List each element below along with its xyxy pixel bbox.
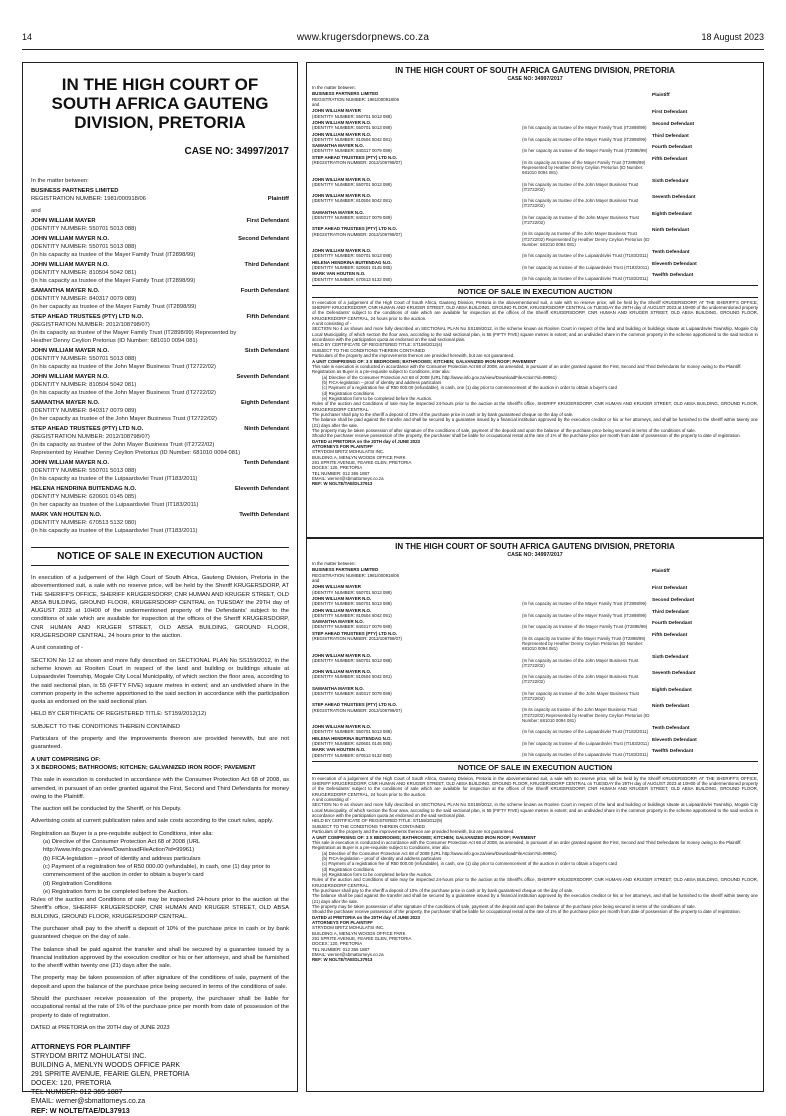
defendant-row: JOHN WILLIAM MAYER (IDENTITY NUMBER: 550701 5013 088) First Defendant xyxy=(31,218,289,232)
defendant-row: STEP AHEAD TRUSTEES (PTY) LTD N.O. (REGISTRATION NUMBER: 2012/108798/07) (In its capacity as trustee of the John Mayer Business Trust (IT2722/02) Represented by Heather Denny Ceylion Pretorius (ID Number: 681010 0094 081) Ninth Defendant xyxy=(31,426,289,456)
case-number: CASE NO: 34997/2017 xyxy=(507,76,563,82)
right-bottom-notice: IN THE HIGH COURT OF SOUTH AFRICA GAUTENG DIVISION, PRETORIA CASE NO: 34997/2017 In the matter between: BUSINESS PARTNERS LIMITED REGISTRATION NUMBER: 1981/000918/06 Plaintiff and JOHN WILLIAM MAYER (IDENTITY NUMBER: 550701 5013 088) First Defendant JOHN WILLIAM MAYER N.O. (IDENTITY NUMBER: 550701 5013 088) (In his capacity as trustee of the Mayer Family Trust (IT2898/99) Second Defendant JOHN WILLIAM MAYER N.O. (IDENTITY NUMBER: 810504 5042 081) (In his capacity as trustee of the Mayer Family Trust (IT2898/99) Third Defendant SAMANTHA MAYER N.O. (IDENTITY NUMBER: 840317 0079 089) (In her capacity as trustee of the Mayer Family Trust (IT2898/99) Fourth Defendant STEP AHEAD TRUSTEES (PTY) LTD N.O. (REGISTRATION NUMBER: 2012/108798/07) (In its capacity as trustee of the Mayer Family Trust (IT2898/99) Represented by Heather Denny Ceylion Pretorius (ID Number: 681010 0094 081) Fifth Defendant JOHN WILLIAM MAYER N.O. (IDENTITY NUMBER: 550701 5013 088) (In his capacity as trustee of the John Mayer Business Trust (IT2722/02) Sixth Defendant JOHN WILLIAM MAYER N.O. (IDENTITY NUMBER: 810504 5042 081) (In his capacity as trustee of the John Mayer Business Trust (IT2722/02) Seventh Defendant SAMANTHA MAYER N.O. (IDENTITY NUMBER: 840317 0079 089) (In her capacity as trustee of the John Mayer Business Trust (IT2722/02) Eighth Defendant STEP AHEAD TRUSTEES (PTY) LTD N.O. (REGISTRATION NUMBER: 2012/108798/07) (In its capacity as trustee of the John Mayer Business Trust (IT2722/02) Represented by Heather Denny Ceylion Pretorius (ID Number: 681010 0094 081) Ninth Defendant JOHN WILLIAM MAYER N.O. (IDENTITY NUMBER: 550701 5013 088) (In his capacity as trustee of the Luipaardsvlei Trust (IT183/2011) Tenth Defendant HELENA HENDRINA BUITENDAG N.O. (IDENTITY NUMBER: 620601 0145 085) (In her capacity as trustee of the Luipaardsvlei Trust (IT183/2011) Eleventh Defendant MARK VAN HOUTEN N.O. (IDENTITY NUMBER: 670513 5132 080) (In his capacity as trustee of the Luipaardsvlei Trust (IT183/2011) Twelfth Defendant NOTICE OF SALE IN EXECUTION AUCTION In execution of a judgement of the High Court of South Africa, Gauteng Division, Pretoria in the abovementioned suit, a sale with no reserve price, will be held by the Sheriff KRUGERSDORP, AT THE SHERIFF'S OFFICE, SHERIFF KRUGERSDORP, CNR HUMAN AND KRUGER STREET, OLD ABSA BUILDING, GROUND FLOOR, KRUGERSDORP CENTRAL on TUESDAY the 29TH day of AUGUST 2023 at 10H00 of the undermentioned property of the Defendants' subject to the conditions of sale which are available for inspection at the offices of the Sheriff KRUGERSDORP, CNR HUMAN AND KRUGER STREET, OLD ABSA BUILDING, GROUND FLOOR, KRUGERSDORP CENTRAL, 24 hours prior to the auction. A unit consisting of - SECTION No 9 as shown and more fully described on SECTIONAL PLAN No SS159/2012, in the scheme known as Rooiten Court in respect of the land and building or buildings situate at Luipaardsvlei Township, Mogale City Local Municipality, of which section the floor area, according to the said sectional plan, is 55 (FIFTY FIVE) square metres in extent; and an undivided share in the common property in the scheme apportioned to the said section in accordance with the participation quota as endorsed on the said sectional plan. HELD BY CERTIFICATE OF REGISTERED TITLE: ST159/2012(9) SUBJECT TO THE CONDITIONS THEREIN CONTAINED Particulars of the property and the improvements thereon are provided herewith, but are not guaranteed. A UNIT COMPRISING OF: 3 X BEDROOMS; BATHROOMS; KITCHEN; GALVANIZED IRON ROOF; PAVEMENT This sale in execution is conducted in accordance with the Consumer Protection Act 68 of 2008, as amended, in pursuant of an order granted against the First, Second and Third Defendants for money owing to the Plaintiff. Registration as Buyer is a pre-requisite subject to Conditions, inter alia: (a) Directive of the Consumer Protection Act 68 of 2008 (URL http://www.info.gov.za/view/DownloadFileAction?id=99961) (b) FICA-legislation – proof of identity and address particulars (c) Payment of a registration fee of R50 000.00 (refundable), in cash, one (1) day prior to commencement of the auction in order to obtain a buyer's card (d) Registration Conditions (e) Registration form to be completed before the Auction. Rules of the auction and Conditions of sale may be inspected 24-hours prior to the auction at the Sheriff's office, SHERIFF KRUGERSDORP, CNR HUMAN AND KRUGER STREET, OLD ABSA BUILDING, GROUND FLOOR, KRUGERSDORP CENTRAL. The purchaser shall pay to the sheriff a deposit of 10% of the purchase price in cash or by bank guaranteed cheque on the day of sale. The balance shall be paid against the transfer and shall be secured by a guarantee issued by a financial institution approved by the execution creditor or his or her attorneys, and shall be furnished to the sheriff within twenty one (21) days after the sale. The property may be taken possession of after signature of the conditions of sale, payment of the deposit and upon the balance of the purchase price being secured in terms of the conditions of sale. Should the purchaser receive possession of the property, the purchaser shall be liable for occupational rental at the rate of 1% of the purchase price per month from date of possession of the property to date of registration. DATED at PRETORIA on the 20TH day of JUNE 2023 ATTORNEYS FOR PLAINTIFF STRYDOM BRITZ MOHULATSI INC. BUILDING A, MENLYN WOODS OFFICE PARK 291 SPRITE AVENUE, FEARIE GLEN, PRETORIA DOCEX: 120, PRETORIA TEL NUMBER: 012 365 1887 EMAIL: werner@sbmattorneys.co.za REF: W NOLTE/TAE/DL37913 xyxy=(306,538,764,1092)
case-number: CASE NO: 34997/2017 xyxy=(184,146,289,157)
plaintiff: BUSINESS PARTNERS LIMITED REGISTRATION NUMBER: 1981/000918/06 Plaintiff xyxy=(312,91,670,102)
defendant-row: JOHN WILLIAM MAYER (IDENTITY NUMBER: 550701 5013 088) First Defendant xyxy=(312,584,688,595)
attorneys-block: ATTORNEYS FOR PLAINTIFF STRYDOM BRITZ MOHULATSI INC. BUILDING A, MENLYN WOODS OFFICE PARK 291 SPRITE AVENUE, FEARIE GLEN, PRETORIA DOCEX: 120, PRETORIA TEL NUMBER: 012 365 1887 EMAIL: werner@sbmattorneys.co.za REF: W NOLTE/TAE/DL37913 xyxy=(31,1042,190,1116)
defendant-row: JOHN WILLIAM MAYER N.O. (IDENTITY NUMBER: 550701 5013 088) (In his capacity as trustee of the Luipaardsvlei Trust (IT183/2011) Tenth Defendant xyxy=(312,724,690,735)
notice-title: IN THE HIGH COURT OF SOUTH AFRICA GAUTENG DIVISION, PRETORIA xyxy=(395,542,675,551)
unit-features: 3 X BEDROOMS; BATHROOMS; KITCHEN; GALVANIZED IRON ROOF; PAVEMENT xyxy=(31,764,256,771)
defendant-row: STEP AHEAD TRUSTEES (PTY) LTD N.O. (REGISTRATION NUMBER: 2012/108798/07) (In its capacity as trustee of the John Mayer Business Trust (IT2722/02) Represented by Heather Denny Ceylion Pretorius (ID Number: 681010 0094 081) Ninth Defendant xyxy=(312,702,690,723)
defendant-row: JOHN WILLIAM MAYER N.O. (IDENTITY NUMBER: 810504 5042 081) (In his capacity as trustee of the John Mayer Business Trust (IT2722/02) Seventh Defendant xyxy=(31,374,289,396)
title-deed: HELD BY CERTIFICATE OF REGISTERED TITLE: ST159/2012(12) xyxy=(31,711,207,718)
defendant-row: JOHN WILLIAM MAYER N.O. (IDENTITY NUMBER: 550701 5013 088) (In his capacity as trustee of the Luipaardsvlei Trust (IT183/2011) Tenth Defendant xyxy=(31,460,289,482)
defendant-row: JOHN WILLIAM MAYER (IDENTITY NUMBER: 550701 5013 088) First Defendant xyxy=(312,108,688,119)
case-number: CASE NO: 34997/2017 xyxy=(507,552,563,558)
attorneys-block: ATTORNEYS FOR PLAINTIFF STRYDOM BRITZ MOHULATSI INC. BUILDING A, MENLYN WOODS OFFICE PARK 291 SPRITE AVENUE, FEARIE GLEN, PRETORIA DOCEX: 120, PRETORIA TEL NUMBER: 012 365 1887 EMAIL: werner@sbmattorneys.co.za REF: W NOLTE/TAE/DL37913 xyxy=(312,444,412,487)
section-description: SECTION No 12 as shown and more fully described on SECTIONAL PLAN No SS159/2012, in the scheme known as Rooiten Court in respect of the land and building or buildings situate at Luipaardsvlei Township, Mogale City Local Municipality, of which section the floor area, according to the said sectional plan, is 55 (FIFTY FIVE) square metres in extent; and an undivided share in the common property in the scheme apportioned to the said section in accordance with the participation quota as endorsed on the said sectional plan. xyxy=(31,657,289,706)
defendant-row: JOHN WILLIAM MAYER N.O. (IDENTITY NUMBER: 810504 5042 081) (In his capacity as trustee of the John Mayer Business Trust (IT2722/02) Seventh Defendant xyxy=(312,669,696,685)
sale-title: NOTICE OF SALE IN EXECUTION AUCTION xyxy=(312,285,758,298)
defendant-row: SAMANTHA MAYER N.O. (IDENTITY NUMBER: 840317 0079 089) (In her capacity as trustee of the John Mayer Business Trust (IT2722/02) Eighth Defendant xyxy=(31,400,289,422)
title-deed: HELD BY CERTIFICATE OF REGISTERED TITLE: ST159/2012(9) xyxy=(312,818,443,824)
defendant-row: STEP AHEAD TRUSTEES (PTY) LTD N.O. (REGISTRATION NUMBER: 2012/108798/07) (In its capacity as trustee of the Mayer Family Trust (IT2898/99) Represented by Heather Denny Ceylion Pretorius (ID Number: 681010 0094 081) Fifth Defendant xyxy=(31,314,289,344)
section-description: SECTION No 4 as shown and more fully described on SECTIONAL PLAN No SS159/2012, in the scheme known as Rooiten Court in respect of the land and building or buildings situate at Luipaardsvlei Township, Mogale City Local Municipality, of which section the floor area, according to the said sectional plan, is 55 (FIFTY FIVE) square metres in extent; and an undivided share in the common property in the scheme apportioned to the said section in accordance with the participation quota as endorsed on the said sectional plan. xyxy=(312,326,758,343)
notice-title: IN THE HIGH COURT OF SOUTH AFRICA GAUTENG DIVISION, PRETORIA xyxy=(51,75,269,132)
defendant-row: JOHN WILLIAM MAYER N.O. (IDENTITY NUMBER: 550701 5013 088) (In his capacity as trustee of the John Mayer Business Trust (IT2722/02) Sixth Defendant xyxy=(312,176,689,192)
list-item: (b) FICA-legislation – proof of identity and address particulars xyxy=(43,855,201,862)
registration-paragraph: Registration as Buyer is a pre-requisite subject to Conditions, inter alia: xyxy=(31,830,214,837)
defendant-row: SAMANTHA MAYER N.O. (IDENTITY NUMBER: 840317 0079 089) (In her capacity as trustee of the John Mayer Business Trust (IT2722/02) Eighth Defendant xyxy=(312,685,692,701)
defendant-row: STEP AHEAD TRUSTEES (PTY) LTD N.O. (REGISTRATION NUMBER: 2012/108798/07) (In its capacity as trustee of the Mayer Family Trust (IT2898/99) Represented by Heather Denny Ceylion Pretorius (ID Number: 681010 0094 081) Fifth Defendant xyxy=(312,630,688,652)
list-item: (c) Payment of a registration fee of R50 000.00 (refundable), in cash, one (1) day prior to commencement of the auction in order to obtain a buyer's card xyxy=(43,863,271,879)
section-description: SECTION No 9 as shown and more fully described on SECTIONAL PLAN No SS159/2012, in the scheme known as Rooiten Court in respect of the land and building or buildings situate at Luipaardsvlei Township, Mogale City Local Municipality, of which section the floor area, according to the said sectional plan, is 55 (FIFTY FIVE) square metres in extent; and an undivided share in the common property in the scheme apportioned to the said section in accordance with the participation quota as endorsed on the said sectional plan. xyxy=(312,802,758,819)
defendant-row: MARK VAN HOUTEN N.O. (IDENTITY NUMBER: 670513 5132 080) (In his capacity as trustee of the Luipaardsvlei Trust (IT183/2011) Twelfth Defendant xyxy=(312,747,694,758)
defendant-list xyxy=(312,108,758,281)
defendant-row: SAMANTHA MAYER N.O. (IDENTITY NUMBER: 840317 0079 089) (In her capacity as trustee of the Mayer Family Trust (IT2898/99) Fourth Defendant xyxy=(31,288,289,310)
title-deed: HELD BY CERTIFICATE OF REGISTERED TITLE: ST159/2012(4) xyxy=(312,342,443,348)
defendant-row: JOHN WILLIAM MAYER N.O. (IDENTITY NUMBER: 810504 5042 081) (In his capacity as trustee of the John Mayer Business Trust (IT2722/02) Seventh Defendant xyxy=(312,193,696,209)
sale-paragraph: In execution of a judgement of the High Court of South Africa, Gauteng Division, Pretoria in the abovementioned suit, a sale with no reserve price, will be held by the Sheriff KRUGERSDORP, AT THE SHERIFF'S OFFICE, SHERIFF KRUGERSDORP, CNR HUMAN AND KRUGER STREET, OLD ABSA BUILDING, GROUND FLOOR, KRUGERSDORP CENTRAL on TUESDAY the 29TH day of AUGUST 2023 at 10H00 of the undermentioned property of the Defendants' subject to the conditions of sale which are available for inspection at the offices of the Sheriff KRUGERSDORP, CNR HUMAN AND KRUGER STREET, OLD ABSA BUILDING, GROUND FLOOR, KRUGERSDORP CENTRAL, 24 hours prior to the auction. xyxy=(312,299,758,321)
defendant-row: JOHN WILLIAM MAYER N.O. (IDENTITY NUMBER: 810504 5042 081) (In his capacity as trustee of the Mayer Family Trust (IT2898/99) Third Defendant xyxy=(312,131,689,142)
list-item: (d) Registration Conditions xyxy=(43,880,112,887)
defendant-row: SAMANTHA MAYER N.O. (IDENTITY NUMBER: 840317 0079 089) (In her capacity as trustee of the Mayer Family Trust (IT2898/99) Fourth Defendant xyxy=(312,619,692,630)
attorneys-block: ATTORNEYS FOR PLAINTIFF STRYDOM BRITZ MOHULATSI INC. BUILDING A, MENLYN WOODS OFFICE PARK 291 SPRITE AVENUE, FEARIE GLEN, PRETORIA DOCEX: 120, PRETORIA TEL NUMBER: 012 365 1887 EMAIL: werner@sbmattorneys.co.za REF: W NOLTE/TAE/DL37913 xyxy=(312,920,412,963)
sheriff-paragraph: The auction will be conducted by the Sheriff, or his Deputy. xyxy=(31,806,182,813)
unit-label: A unit consisting of - xyxy=(31,645,83,652)
defendant-row: JOHN WILLIAM MAYER N.O. (IDENTITY NUMBER: 810504 5042 081) (In his capacity as trustee of the Mayer Family Trust (IT2898/99) Third Defendant xyxy=(312,607,689,618)
left-notice xyxy=(22,62,298,1116)
sale-title: NOTICE OF SALE IN EXECUTION AUCTION xyxy=(312,761,758,774)
sale-paragraph: In execution of a judgement of the High Court of South Africa, Gauteng Division, Pretoria in the abovementioned suit, a sale with no reserve price, will be held by the Sheriff KRUGERSDORP, AT THE SHERIFF'S OFFICE, SHERIFF KRUGERSDORP, CNR HUMAN AND KRUGER STREET, OLD ABSA BUILDING, GROUND FLOOR, KRUGERSDORP CENTRAL on TUESDAY the 29TH day of AUGUST 2023 at 10H00 of the undermentioned property of the Defendants' subject to the conditions of sale which are available for inspection at the offices of the Sheriff KRUGERSDORP, CNR HUMAN AND KRUGER STREET, OLD ABSA BUILDING, GROUND FLOOR, KRUGERSDORP CENTRAL, 24 hours prior to the auction. xyxy=(31,575,289,640)
cpa-paragraph: This sale in execution is conducted in accordance with the Consumer Protection Act 68 of 2008, as amended, in pursuant of an order granted against the First, Second and Third Defendants for money owing to the Plaintiff. xyxy=(31,777,289,800)
email-link[interactable]: EMAIL: werner@sbmattorneys.co.za xyxy=(31,1098,146,1106)
defendant-row: MARK VAN HOUTEN N.O. (IDENTITY NUMBER: 670513 5132 080) (In his capacity as trustee of the Luipaardsvlei Trust (IT183/2011) Twelfth Defendant xyxy=(312,271,694,282)
list-item: (a) Directive of the Consumer Protection Act 68 of 2008 (URL http://www.info.gov.za/view/DownloadFileAction?id=99961) xyxy=(43,839,201,854)
right-top-notice: IN THE HIGH COURT OF SOUTH AFRICA GAUTENG DIVISION, PRETORIA CASE NO: 34997/2017 In the matter between: BUSINESS PARTNERS LIMITED REGISTRATION NUMBER: 1981/000918/06 Plaintiff and JOHN WILLIAM MAYER (IDENTITY NUMBER: 550701 5013 088) First Defendant JOHN WILLIAM MAYER N.O. (IDENTITY NUMBER: 550701 5013 088) (In his capacity as trustee of the Mayer Family Trust (IT2898/99) Second Defendant JOHN WILLIAM MAYER N.O. (IDENTITY NUMBER: 810504 5042 081) (In his capacity as trustee of the Mayer Family Trust (IT2898/99) Third Defendant SAMANTHA MAYER N.O. (IDENTITY NUMBER: 840317 0079 089) (In her capacity as trustee of the Mayer Family Trust (IT2898/99) Fourth Defendant STEP AHEAD TRUSTEES (PTY) LTD N.O. (REGISTRATION NUMBER: 2012/108798/07) (In its capacity as trustee of the Mayer Family Trust (IT2898/99) Represented by Heather Denny Ceylion Pretorius (ID Number: 681010 0094 081) Fifth Defendant JOHN WILLIAM MAYER N.O. (IDENTITY NUMBER: 550701 5013 088) (In his capacity as trustee of the John Mayer Business Trust (IT2722/02) Sixth Defendant JOHN WILLIAM MAYER N.O. (IDENTITY NUMBER: 810504 5042 081) (In his capacity as trustee of the John Mayer Business Trust (IT2722/02) Seventh Defendant SAMANTHA MAYER N.O. (IDENTITY NUMBER: 840317 0079 089) (In her capacity as trustee of the John Mayer Business Trust (IT2722/02) Eighth Defendant STEP AHEAD TRUSTEES (PTY) LTD N.O. (REGISTRATION NUMBER: 2012/108798/07) (In its capacity as trustee of the John Mayer Business Trust (IT2722/02) Represented by Heather Denny Ceylion Pretorius (ID Number: 681010 0094 081) Ninth Defendant JOHN WILLIAM MAYER N.O. (IDENTITY NUMBER: 550701 5013 088) (In his capacity as trustee of the Luipaardsvlei Trust (IT183/2011) Tenth Defendant HELENA HENDRINA BUITENDAG N.O. (IDENTITY NUMBER: 620601 0145 085) (In her capacity as trustee of the Luipaardsvlei Trust (IT183/2011) Eleventh Defendant MARK VAN HOUTEN N.O. (IDENTITY NUMBER: 670513 5132 080) (In his capacity as trustee of the Luipaardsvlei Trust (IT183/2011) Twelfth Defendant NOTICE OF SALE IN EXECUTION AUCTION In execution of a judgement of the High Court of South Africa, Gauteng Division, Pretoria in the abovementioned suit, a sale with no reserve price, will be held by the Sheriff KRUGERSDORP, AT THE SHERIFF'S OFFICE, SHERIFF KRUGERSDORP, CNR HUMAN AND KRUGER STREET, OLD ABSA BUILDING, GROUND FLOOR, KRUGERSDORP CENTRAL on TUESDAY the 29TH day of AUGUST 2023 at 10H00 of the undermentioned property of the Defendants' subject to the conditions of sale which are available for inspection at the offices of the Sheriff KRUGERSDORP, CNR HUMAN AND KRUGER STREET, OLD ABSA BUILDING, GROUND FLOOR, KRUGERSDORP CENTRAL, 24 hours prior to the auction. A unit consisting of - SECTION No 4 as shown and more fully described on SECTIONAL PLAN No SS159/2012, in the scheme known as Rooiten Court in respect of the land and building or buildings situate at Luipaardsvlei Township, Mogale City Local Municipality, of which section the floor area, according to the said sectional plan, is 55 (FIFTY FIVE) square metres in extent; and an undivided share in the common property in the scheme apportioned to the said section in accordance with the participation quota as endorsed on the said sectional plan. HELD BY CERTIFICATE OF REGISTERED TITLE: ST159/2012(4) SUBJECT TO THE CONDITIONS THEREIN CONTAINED Particulars of the property and the improvements thereon are provided herewith, but are not guaranteed. A UNIT COMPRISING OF: 3 X BEDROOMS; BATHROOMS; KITCHEN; GALVANIZED IRON ROOF; PAVEMENT This sale in execution is conducted in accordance with the Consumer Protection Act 68 of 2008, as amended, in pursuant of an order granted against the First, Second and Third Defendants for money owing to the Plaintiff. Registration as Buyer is a pre-requisite subject to Conditions, inter alia: (a) Directive of the Consumer Protection Act 68 of 2008 (URL http://www.info.gov.za/view/DownloadFileAction?id=99961) (b) FICA-legislation – proof of identity and address particulars (c) Payment of a registration fee of R50 000.00 (refundable), in cash, one (1) day prior to commencement of the auction in order to obtain a buyer's card (d) Registration Conditions (e) Registration form to be completed before the Auction. Rules of the auction and Conditions of sale may be inspected 24-hours prior to the auction at the Sheriff's office, SHERIFF KRUGERSDORP, CNR HUMAN AND KRUGER STREET, OLD ABSA BUILDING, GROUND FLOOR, KRUGERSDORP CENTRAL. The purchaser shall pay to the sheriff a deposit of 10% of the purchase price in cash or by bank guaranteed cheque on the day of sale. The balance shall be paid against the transfer and shall be secured by a guarantee issued by a financial institution approved by the execution creditor or his or her attorneys, and shall be furnished to the sheriff within twenty one (21) days after the sale. The property may be taken possession of after signature of the conditions of sale, payment of the deposit and upon the balance of the purchase price being secured in terms of the conditions of sale. Should the purchaser receive possession of the property, the purchaser shall be liable for occupational rental at the rate of 1% of the purchase price per month from date of possession of the property to date of registration. DATED at PRETORIA on the 20TH day of JUNE 2023 ATTORNEYS FOR PLAINTIFF STRYDOM BRITZ MOHULATSI INC. BUILDING A, MENLYN WOODS OFFICE PARK 291 SPRITE AVENUE, FEARIE GLEN, PRETORIA DOCEX: 120, PRETORIA TEL NUMBER: 012 365 1887 EMAIL: werner@sbmattorneys.co.za REF: W NOLTE/TAE/DL37913 xyxy=(306,62,764,538)
costs-paragraph: Advertising costs at current publication rates and sale costs according to the court rules, apply. xyxy=(31,818,274,825)
possession-paragraph: The property may be taken possession of after signature of the conditions of sale, payment of the deposit and upon the balance of the purchase price being secured in terms of the conditions of sale. xyxy=(31,975,289,990)
deposit-paragraph: The purchaser shall pay to the sheriff a deposit of 10% of the purchase price in cash or by bank guaranteed cheque on the day of sale. xyxy=(31,925,289,941)
rules-paragraph: Rules of the auction and Conditions of sale may be inspected 24-hours prior to the auction at the Sheriff's office, SHERIFF KRUGERSDORP, CNR HUMAN AND KRUGER STREET, OLD ABSA BUILDING, GROUND FLOOR, KRUGERSDORP CENTRAL. xyxy=(31,897,289,920)
between-label: In the matter between: xyxy=(312,85,356,90)
plaintiff: BUSINESS PARTNERS LIMITED REGISTRATION NUMBER: 1981/000918/06 Plaintiff xyxy=(31,188,289,202)
defendant-row: JOHN WILLIAM MAYER N.O. (IDENTITY NUMBER: 550701 5013 088) (In his capacity as trustee of the Mayer Family Trust (IT2898/99) Second Defendant xyxy=(312,595,695,607)
and-label: and xyxy=(31,208,41,214)
particulars: Particulars of the property and the improvements thereon are provided herewith, but are not guaranteed. xyxy=(31,736,289,751)
defendant-row: JOHN WILLIAM MAYER N.O. (IDENTITY NUMBER: 810504 5042 081) (In his capacity as trustee of the Mayer Family Trust (IT2898/99) Third Defendant xyxy=(31,262,289,284)
sale-title: NOTICE OF SALE IN EXECUTION AUCTION xyxy=(31,547,289,566)
unit-comprising: A UNIT COMPRISING OF: xyxy=(31,756,101,763)
page-number: 14 xyxy=(22,32,33,42)
dated-line: DATED at PRETORIA on the 20TH day of JUNE 2023 xyxy=(31,1024,170,1031)
defendant-row: JOHN WILLIAM MAYER N.O. (IDENTITY NUMBER: 550701 5013 088) (In his capacity as trustee of the John Mayer Business Trust (IT2722/02) Sixth Defendant xyxy=(312,652,689,668)
defendant-row: HELENA HENDRINA BUITENDAG N.O. (IDENTITY NUMBER: 620601 0145 085) (In her capacity as trustee of the Luipaardsvlei Trust (IT183/2011) Eleventh Defendant xyxy=(312,735,697,746)
defendant-row: JOHN WILLIAM MAYER N.O. (IDENTITY NUMBER: 550701 5013 088) (In his capacity as trustee of the Mayer Family Trust (IT2898/99) Second Defendant xyxy=(312,119,695,131)
defendant-list xyxy=(312,584,758,757)
registration-list xyxy=(31,838,289,896)
masthead xyxy=(22,32,764,50)
defendant-row: JOHN WILLIAM MAYER N.O. (IDENTITY NUMBER: 550701 5013 088) (In his capacity as trustee of the Luipaardsvlei Trust (IT183/2011) Tenth Defendant xyxy=(312,248,690,259)
defendant-row: SAMANTHA MAYER N.O. (IDENTITY NUMBER: 840317 0079 089) (In her capacity as trustee of the Mayer Family Trust (IT2898/99) Fourth Defendant xyxy=(312,143,692,154)
defendant-row: STEP AHEAD TRUSTEES (PTY) LTD N.O. (REGISTRATION NUMBER: 2012/108798/07) (In its capacity as trustee of the John Mayer Business Trust (IT2722/02) Represented by Heather Denny Ceylion Pretorius (ID Number: 681010 0094 081) Ninth Defendant xyxy=(312,226,690,247)
defendant-row: SAMANTHA MAYER N.O. (IDENTITY NUMBER: 840317 0079 089) (In her capacity as trustee of the John Mayer Business Trust (IT2722/02) Eighth Defendant xyxy=(312,209,692,225)
defendant-row: STEP AHEAD TRUSTEES (PTY) LTD N.O. (REGISTRATION NUMBER: 2012/108798/07) (In its capacity as trustee of the Mayer Family Trust (IT2898/99) Represented by Heather Denny Ceylion Pretorius (ID Number: 681010 0094 081) Fifth Defendant xyxy=(312,154,688,176)
issue-date: 18 August 2023 xyxy=(701,32,764,42)
balance-paragraph: The balance shall be paid against the transfer and shall be secured by a guarantee issued by a financial institution approved by the execution creditor or his or her attorneys, and shall be furnished to the sheriff within twenty one (21) days after the sale. xyxy=(31,946,289,970)
defendant-row: JOHN WILLIAM MAYER N.O. (IDENTITY NUMBER: 550701 5013 088) (In his capacity as trustee of the Mayer Family Trust (IT2898/99) Second Defendant xyxy=(31,236,289,258)
list-item: (e) Registration form to be completed before the Auction. xyxy=(43,888,189,895)
defendant-row: HELENA HENDRINA BUITENDAG N.O. (IDENTITY NUMBER: 620601 0145 085) (In her capacity as trustee of the Luipaardsvlei Trust (IT183/2011) Eleventh Defendant xyxy=(31,486,289,508)
defendant-list xyxy=(31,217,289,535)
defendant-row: JOHN WILLIAM MAYER N.O. (IDENTITY NUMBER: 550701 5013 088) (In his capacity as trustee of the John Mayer Business Trust (IT2722/02) Sixth Defendant xyxy=(31,348,289,370)
rental-paragraph: Should the purchaser receive possession of the property, the purchaser shall be liable for occupational rental at the rate of 1% of the purchase price per month from date of possession of the property to date of registration. xyxy=(31,996,289,1019)
defendant-row: MARK VAN HOUTEN N.O. (IDENTITY NUMBER: 670513 5132 080) (In his capacity as trustee of the Luipaardsvlei Trust (IT183/2011) Twelfth Defendant xyxy=(31,512,289,534)
notice-title: IN THE HIGH COURT OF SOUTH AFRICA GAUTENG DIVISION, PRETORIA xyxy=(395,66,675,75)
plaintiff: BUSINESS PARTNERS LIMITED REGISTRATION NUMBER: 1981/000918/06 Plaintiff xyxy=(312,567,670,578)
between-label: In the matter between: xyxy=(31,178,89,184)
conditions: SUBJECT TO THE CONDITIONS THEREIN CONTAINED xyxy=(31,723,181,730)
defendant-row: HELENA HENDRINA BUITENDAG N.O. (IDENTITY NUMBER: 620601 0145 085) (In her capacity as trustee of the Luipaardsvlei Trust (IT183/2011) Eleventh Defendant xyxy=(312,259,697,270)
site-url[interactable]: www.krugersdorpnews.co.za xyxy=(296,32,430,43)
